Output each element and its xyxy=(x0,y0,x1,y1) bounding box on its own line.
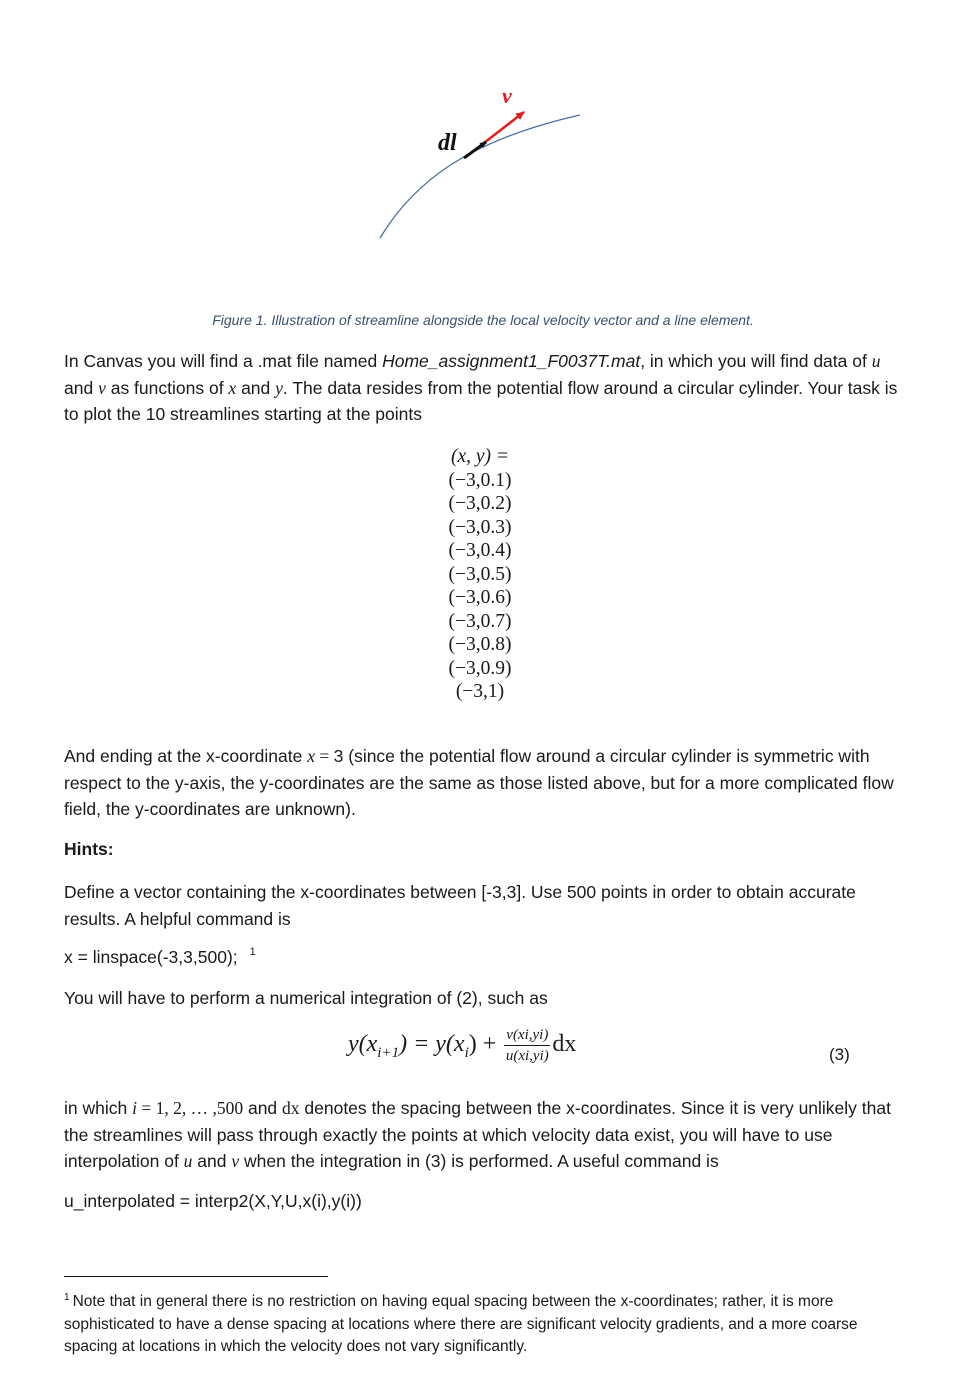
math-value: 3 xyxy=(333,746,344,766)
text: . The data resides from the potential flow around a circular cylinder. Your task is to plot the 10 streamlines starting at the points xyxy=(64,377,898,424)
text: and xyxy=(64,377,99,398)
text: and xyxy=(236,377,276,398)
start-points-list xyxy=(380,445,580,704)
velocity-vector xyxy=(480,112,524,146)
paragraph-integration: You will have to perform a numerical integration of (2), such as xyxy=(64,988,548,1008)
math-range: = 1, 2, … ,500 xyxy=(136,1098,244,1118)
footnote-marker: 1 xyxy=(249,946,256,958)
math-y: y xyxy=(275,377,283,398)
text: in which xyxy=(64,1098,133,1118)
text: denotes the spacing between the x-coordinates. Since it is very unlikely that the streamlines will pass through exactly the points at which velocity data exist, you will have to use interpolation of xyxy=(64,1098,891,1171)
paragraph-interpolation xyxy=(64,1095,914,1175)
code-interp2: u_interpolated = interp2(X,Y,U,x(i),y(i)) xyxy=(64,1191,362,1211)
math-v: v xyxy=(98,377,106,398)
paragraph-ending xyxy=(64,743,914,823)
eq-part: ) = y(x xyxy=(399,1031,465,1058)
eq-subscript: i+1 xyxy=(377,1044,400,1061)
filename: Home_assignment1_F0037T.mat xyxy=(382,351,641,371)
eq-fraction xyxy=(504,1026,550,1065)
paragraph-intro xyxy=(64,348,914,428)
point-item: (−3,0.8) xyxy=(448,634,512,655)
point-item: (−3,0.4) xyxy=(448,540,512,561)
text: as functions of xyxy=(105,377,229,398)
equation-number: (3) xyxy=(829,1045,850,1064)
math-u: u xyxy=(871,351,881,371)
streamline-figure xyxy=(360,70,600,250)
math-equals: = xyxy=(315,746,334,766)
point-item: (−3,0.5) xyxy=(448,563,512,585)
paragraph-hint-vector: Define a vector containing the x-coordinates between [-3,3]. Use 500 points in order to obtain accurate results. A helpful command is xyxy=(64,882,856,929)
streamline-curve xyxy=(380,115,580,238)
point-item: (−3,1) xyxy=(455,681,505,702)
point-item: (−3,0.3) xyxy=(448,516,512,538)
text: and xyxy=(192,1151,232,1171)
figure-caption: Figure 1. Illustration of streamline alongside the local velocity vector and a line element. xyxy=(212,312,754,328)
footnote-divider xyxy=(64,1276,328,1277)
eq-subscript: i xyxy=(464,1044,469,1061)
eq-part: y(x xyxy=(348,1031,378,1058)
point-item: (−3,0.1) xyxy=(448,469,512,491)
eq-dx: dx xyxy=(552,1031,577,1058)
math-v: v xyxy=(231,1151,240,1171)
label-dl: dl xyxy=(438,130,457,156)
text: and xyxy=(243,1098,283,1118)
text: And ending at the x-coordinate xyxy=(64,746,308,766)
math-u: u xyxy=(183,1151,193,1171)
footnote-marker: 1 xyxy=(64,1292,70,1303)
math-x: x xyxy=(228,377,237,398)
text: , in which you will find data of xyxy=(640,351,872,371)
text: (since the potential flow around a circular cylinder is symmetric with respect to the y-axis, the y-coordinates are the same as those listed above, but for a more complicated flow field, the y-coordinates are unknown). xyxy=(64,746,894,819)
text: when the integration in (3) is performed. A useful command is xyxy=(239,1151,719,1171)
footnote-text: Note that in general there is no restriction on having equal spacing between the x-coordinates; rather, it is more sophisticated to have a dense spacing at locations where there are significant velocity gradients, and a more coarse spacing at locations in which the velocity does not vary significantly. xyxy=(64,1293,858,1355)
eq-part: ) + xyxy=(468,1031,497,1058)
footnote xyxy=(64,1287,904,1359)
point-item: (−3,0.7) xyxy=(448,610,512,632)
code-linspace xyxy=(64,946,256,968)
equation-3 xyxy=(348,1026,576,1065)
point-item: (−3,0.2) xyxy=(448,493,512,514)
eq-numerator: v(xi,yi) xyxy=(504,1026,550,1046)
text: In Canvas you will find a .mat file named xyxy=(64,351,383,371)
math-x: x xyxy=(307,746,316,766)
points-header: (x, y) = xyxy=(450,446,510,467)
line-element xyxy=(464,142,486,158)
math-dx: dx xyxy=(282,1098,300,1118)
label-v: v xyxy=(502,83,512,108)
hints-heading: Hints: xyxy=(64,839,114,859)
point-item: (−3,0.9) xyxy=(448,657,512,679)
code-text: x = linspace(-3,3,500); xyxy=(64,947,238,967)
eq-denominator: u(xi,yi) xyxy=(505,1048,549,1064)
math-i: i xyxy=(132,1098,137,1118)
point-item: (−3,0.6) xyxy=(448,587,512,608)
